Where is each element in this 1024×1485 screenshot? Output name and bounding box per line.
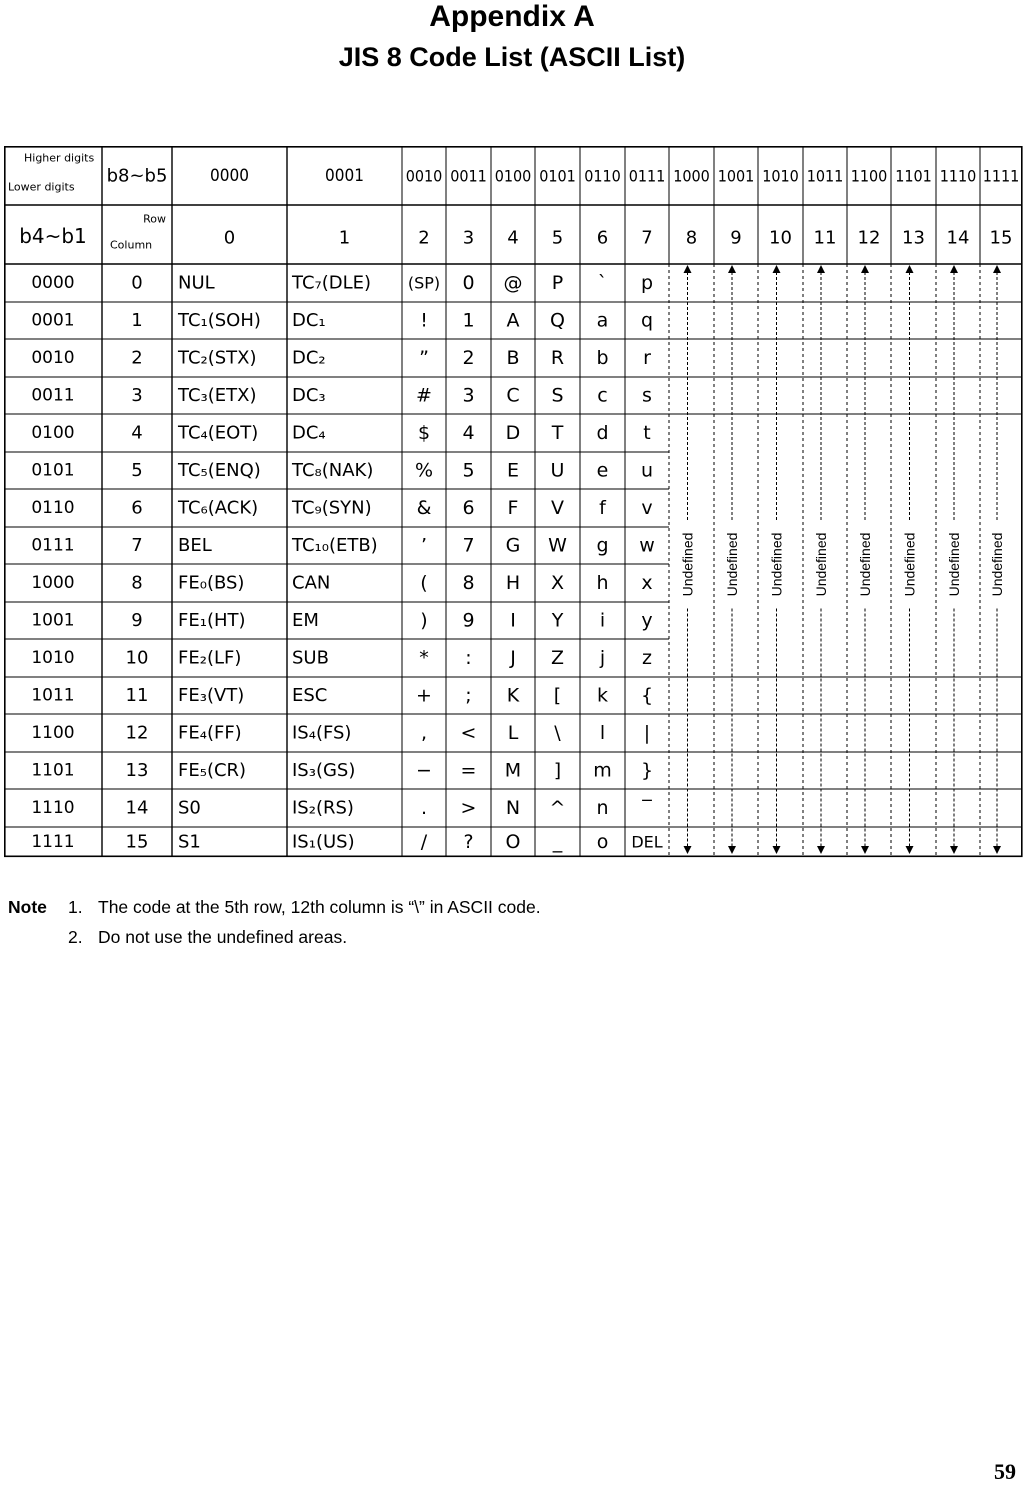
- column-number-label: 6: [596, 227, 609, 249]
- char-cell-col6: i: [599, 609, 606, 632]
- low-code-label: 0001: [31, 310, 75, 331]
- arrow-down-icon: [728, 846, 736, 854]
- lower-digits-label: Lower digits: [8, 180, 75, 194]
- row-number-label: 1: [131, 310, 143, 331]
- char-cell-col5: U: [550, 459, 565, 482]
- row-label: Row: [143, 212, 166, 226]
- char-cell-col2: (SP): [407, 273, 441, 293]
- char-cell-col2: ): [420, 609, 428, 632]
- high-code-label: 0001: [325, 166, 364, 186]
- low-code-label: 1010: [31, 648, 75, 668]
- char-cell-col4: D: [505, 422, 521, 444]
- low-code-label: 1111: [31, 832, 75, 852]
- char-cell-col6: g: [596, 534, 609, 557]
- undefined-label: Undefined: [679, 532, 696, 597]
- column-number-label: 5: [551, 227, 564, 249]
- char-cell-col2: &: [416, 497, 432, 519]
- undefined-label: Undefined: [768, 532, 785, 597]
- high-code-label: 0100: [494, 166, 532, 186]
- char-cell-col6: k: [596, 684, 609, 707]
- char-cell-col4: K: [506, 684, 520, 707]
- char-cell-col7: DEL: [631, 832, 663, 852]
- column-number-label: 14: [946, 227, 970, 249]
- char-cell-col7: y: [641, 609, 653, 632]
- control-code-col1: IS₂(RS): [292, 797, 354, 819]
- code-table: [4, 146, 1023, 858]
- column-number-label: 13: [902, 227, 925, 249]
- page-title: Appendix A: [429, 0, 595, 33]
- control-code-col0: BEL: [178, 535, 212, 556]
- char-cell-col3: >: [460, 797, 477, 819]
- undefined-label: Undefined: [989, 532, 1005, 597]
- char-cell-col2: !: [420, 309, 428, 332]
- char-cell-col2: *: [419, 647, 429, 669]
- char-cell-col5: [: [553, 684, 562, 707]
- control-code-col1: SUB: [292, 647, 329, 669]
- row-number-label: 4: [131, 422, 143, 444]
- control-code-col1: DC₂: [292, 347, 326, 369]
- page-subtitle: JIS 8 Code List (ASCII List): [338, 42, 686, 72]
- char-cell-col3: =: [460, 759, 477, 782]
- control-code-col0: TC₃(ETX): [178, 385, 257, 406]
- char-cell-col3: :: [465, 647, 472, 669]
- char-cell-col4: I: [510, 609, 516, 632]
- char-cell-col3: 3: [462, 384, 475, 407]
- low-code-label: 1011: [31, 685, 75, 706]
- row-number-label: 9: [131, 610, 143, 631]
- undefined-label: Undefined: [901, 532, 918, 597]
- char-cell-col4: O: [505, 831, 521, 853]
- column-number-label: 15: [989, 227, 1013, 249]
- high-code-label: 1101: [895, 166, 932, 186]
- char-cell-col6: e: [596, 459, 609, 482]
- char-cell-col7: {: [640, 684, 654, 707]
- note-number-2: 2.: [68, 927, 83, 947]
- control-code-col0: TC₆(ACK): [178, 497, 259, 519]
- char-cell-col7: s: [642, 384, 652, 407]
- char-cell-col2: −: [416, 759, 432, 782]
- char-cell-col7: ‾: [642, 797, 652, 819]
- low-code-label: 0010: [31, 348, 75, 368]
- undefined-label: Undefined: [813, 532, 829, 597]
- char-cell-col7: p: [640, 272, 654, 294]
- column-number-label: 12: [857, 227, 881, 249]
- char-cell-col3: 9: [462, 609, 475, 632]
- row-number-label: 11: [125, 685, 149, 706]
- char-cell-col5: P: [551, 272, 564, 294]
- undefined-label: Undefined: [857, 532, 873, 597]
- char-cell-col5: \: [554, 722, 561, 744]
- char-cell-col2: +: [416, 684, 432, 707]
- control-code-col0: TC₁(SOH): [178, 310, 261, 331]
- char-cell-col5: R: [550, 347, 565, 369]
- high-code-label: 1111: [982, 166, 1020, 186]
- row-number-label: 7: [131, 535, 143, 556]
- control-code-col0: TC₄(EOT): [178, 422, 259, 444]
- arrow-up-icon: [684, 265, 692, 273]
- low-code-label: 0111: [31, 535, 75, 556]
- low-code-label: 1001: [31, 610, 75, 631]
- row-number-label: 8: [131, 572, 143, 594]
- arrow-up-icon: [950, 265, 958, 273]
- note-label: Note: [8, 897, 47, 917]
- char-cell-col3: 7: [462, 534, 475, 557]
- char-cell-col3: ?: [463, 831, 474, 853]
- high-code-label: 1001: [717, 166, 755, 186]
- char-cell-col7: x: [641, 572, 653, 594]
- char-cell-col4: F: [507, 497, 519, 519]
- control-code-col0: FE₅(CR): [178, 760, 247, 781]
- low-code-label: 0011: [31, 385, 75, 406]
- char-cell-col4: @: [503, 272, 523, 294]
- char-cell-col3: ;: [465, 684, 472, 707]
- control-code-col1: ESC: [292, 685, 328, 706]
- arrow-up-icon: [773, 265, 781, 273]
- control-code-col0: FE₂(LF): [178, 647, 242, 669]
- column-number-label: 8: [685, 227, 698, 249]
- control-code-col1: IS₃(GS): [292, 760, 356, 781]
- row-number-label: 14: [125, 797, 149, 819]
- char-cell-col6: `: [597, 272, 608, 294]
- char-cell-col5: V: [551, 497, 564, 519]
- char-cell-col2: ”: [419, 347, 429, 369]
- high-code-label: 0110: [584, 166, 621, 186]
- char-cell-col4: J: [510, 647, 516, 669]
- char-cell-col3: 0: [462, 272, 475, 294]
- char-cell-col5: Q: [550, 309, 565, 332]
- row-number-label: 2: [131, 347, 143, 369]
- control-code-col1: DC₁: [292, 310, 326, 331]
- undefined-label: Undefined: [946, 532, 962, 597]
- char-cell-col2: ’: [420, 534, 428, 557]
- control-code-col0: NUL: [178, 272, 215, 294]
- char-cell-col5: T: [551, 422, 564, 444]
- char-cell-col4: B: [506, 347, 520, 369]
- char-cell-col5: _: [552, 831, 563, 853]
- char-cell-col5: ]: [553, 759, 562, 782]
- char-cell-col7: w: [639, 534, 655, 557]
- note-text-2: Do not use the undefined areas.: [98, 927, 348, 947]
- char-cell-col3: 6: [462, 497, 475, 519]
- high-bits-label: b8~b5: [106, 165, 168, 187]
- column-number-label: 4: [507, 227, 519, 249]
- char-cell-col6: n: [596, 797, 609, 819]
- char-cell-col2: ,: [420, 722, 428, 744]
- char-cell-col3: <: [460, 722, 477, 744]
- char-cell-col2: %: [414, 459, 434, 482]
- char-cell-col5: W: [548, 534, 567, 557]
- row-number-label: 15: [125, 831, 149, 853]
- low-code-label: 0101: [31, 460, 75, 481]
- high-code-label: 1010: [762, 166, 799, 186]
- arrow-up-icon: [906, 265, 914, 273]
- column-label: Column: [110, 238, 153, 252]
- control-code-col1: DC₃: [292, 385, 326, 406]
- control-code-col1: TC₈(NAK): [292, 460, 374, 481]
- high-code-label: 0000: [210, 166, 249, 186]
- control-code-col1: DC₄: [292, 422, 326, 444]
- control-code-col0: FE₃(VT): [178, 685, 245, 706]
- high-code-label: 1110: [939, 166, 977, 186]
- arrow-down-icon: [993, 846, 1001, 854]
- arrow-down-icon: [906, 846, 914, 854]
- char-cell-col4: L: [507, 722, 519, 744]
- char-cell-col6: b: [596, 347, 609, 369]
- arrow-up-icon: [993, 265, 1001, 273]
- control-code-col0: S0: [178, 797, 201, 819]
- arrow-up-icon: [861, 265, 869, 273]
- char-cell-col4: H: [505, 572, 521, 594]
- arrow-down-icon: [817, 846, 825, 854]
- char-cell-col7: z: [642, 647, 652, 669]
- char-cell-col5: X: [550, 572, 565, 594]
- control-code-col0: S1: [178, 831, 201, 853]
- column-number-label: 7: [641, 227, 653, 249]
- high-code-label: 0101: [539, 166, 576, 186]
- low-code-label: 0100: [31, 423, 75, 443]
- note-text-1: The code at the 5th row, 12th column is “\” in ASCII code.: [98, 897, 541, 917]
- row-number-label: 10: [125, 647, 149, 669]
- char-cell-col2: (: [420, 572, 428, 594]
- high-code-label: 0011: [450, 166, 487, 186]
- note-number-1: 1.: [68, 897, 83, 917]
- undefined-label: Undefined: [724, 532, 740, 597]
- column-number-label: 0: [223, 227, 236, 249]
- low-code-label: 1110: [31, 798, 75, 818]
- char-cell-col7: t: [643, 422, 651, 444]
- char-cell-col3: 5: [462, 459, 475, 482]
- char-cell-col3: 2: [462, 347, 475, 369]
- control-code-col0: TC₂(STX): [178, 347, 257, 369]
- char-cell-col2: #: [416, 384, 432, 407]
- char-cell-col5: Y: [551, 609, 564, 632]
- page-number: 59: [994, 1459, 1016, 1484]
- char-cell-col7: r: [643, 347, 651, 369]
- char-cell-col2: .: [420, 797, 428, 819]
- control-code-col1: TC₁₀(ETB): [292, 535, 378, 556]
- control-code-col0: FE₁(HT): [178, 610, 246, 631]
- char-cell-col6: o: [596, 831, 609, 853]
- arrow-down-icon: [684, 846, 692, 854]
- column-number-label: 9: [730, 227, 742, 249]
- char-cell-col5: ^: [549, 797, 566, 819]
- char-cell-col6: f: [599, 497, 606, 519]
- char-cell-col6: d: [596, 422, 609, 444]
- char-cell-col7: u: [640, 459, 654, 482]
- column-number-label: 3: [462, 227, 475, 249]
- char-cell-col6: l: [599, 722, 606, 744]
- char-cell-col4: G: [505, 534, 521, 557]
- char-cell-col7: }: [640, 759, 654, 782]
- char-cell-col3: 1: [462, 309, 475, 332]
- arrow-up-icon: [728, 265, 736, 273]
- arrow-down-icon: [861, 846, 869, 854]
- char-cell-col2: /: [420, 831, 428, 853]
- control-code-col0: FE₀(BS): [178, 572, 245, 594]
- char-cell-col6: m: [593, 759, 612, 782]
- control-code-col1: IS₄(FS): [292, 722, 352, 744]
- column-number-label: 10: [769, 227, 792, 249]
- control-code-col0: TC₅(ENQ): [178, 460, 261, 481]
- char-cell-col5: Z: [550, 647, 565, 669]
- row-number-label: 5: [131, 460, 143, 481]
- high-code-label: 1000: [673, 166, 710, 186]
- char-cell-col4: C: [506, 384, 520, 407]
- char-cell-col3: 8: [462, 572, 475, 594]
- low-code-label: 1100: [31, 723, 75, 743]
- low-code-label: 0110: [31, 498, 75, 518]
- control-code-col1: IS₁(US): [292, 831, 355, 853]
- high-code-label: 0010: [405, 166, 443, 186]
- char-cell-col7: q: [640, 309, 654, 332]
- control-code-col1: TC₇(DLE): [292, 272, 372, 294]
- row-number-label: 3: [131, 385, 143, 406]
- row-number-label: 0: [131, 272, 143, 294]
- char-cell-col7: v: [641, 497, 653, 519]
- char-cell-col6: j: [599, 647, 606, 669]
- char-cell-col2: $: [417, 422, 431, 444]
- column-number-label: 11: [813, 227, 837, 249]
- row-number-label: 6: [131, 497, 143, 519]
- higher-digits-label: Higher digits: [24, 151, 95, 165]
- char-cell-col4: N: [505, 797, 521, 819]
- char-cell-col4: A: [506, 309, 520, 332]
- control-code-col1: EM: [292, 610, 319, 631]
- row-number-label: 13: [125, 760, 149, 781]
- low-code-label: 0000: [31, 273, 75, 293]
- control-code-col1: TC₉(SYN): [292, 497, 372, 519]
- row-number-label: 12: [125, 722, 149, 744]
- char-cell-col7: |: [643, 722, 651, 744]
- low-code-label: 1101: [31, 760, 75, 781]
- char-cell-col3: 4: [462, 422, 475, 444]
- high-code-label: 1100: [850, 166, 888, 186]
- char-cell-col5: S: [551, 384, 564, 407]
- arrow-down-icon: [773, 846, 781, 854]
- char-cell-col4: E: [506, 459, 520, 482]
- char-cell-col4: M: [504, 759, 522, 782]
- high-code-label: 0111: [628, 166, 666, 186]
- control-code-col1: CAN: [292, 572, 331, 594]
- low-bits-label: b4~b1: [19, 224, 87, 248]
- low-code-label: 1000: [31, 573, 75, 593]
- control-code-col0: FE₄(FF): [178, 722, 242, 744]
- arrow-down-icon: [950, 846, 958, 854]
- char-cell-col6: c: [597, 384, 608, 407]
- column-number-label: 2: [418, 227, 430, 249]
- high-code-label: 1011: [806, 166, 844, 186]
- arrow-up-icon: [817, 265, 825, 273]
- column-number-label: 1: [338, 227, 351, 249]
- char-cell-col6: h: [596, 572, 609, 594]
- char-cell-col6: a: [596, 309, 609, 332]
